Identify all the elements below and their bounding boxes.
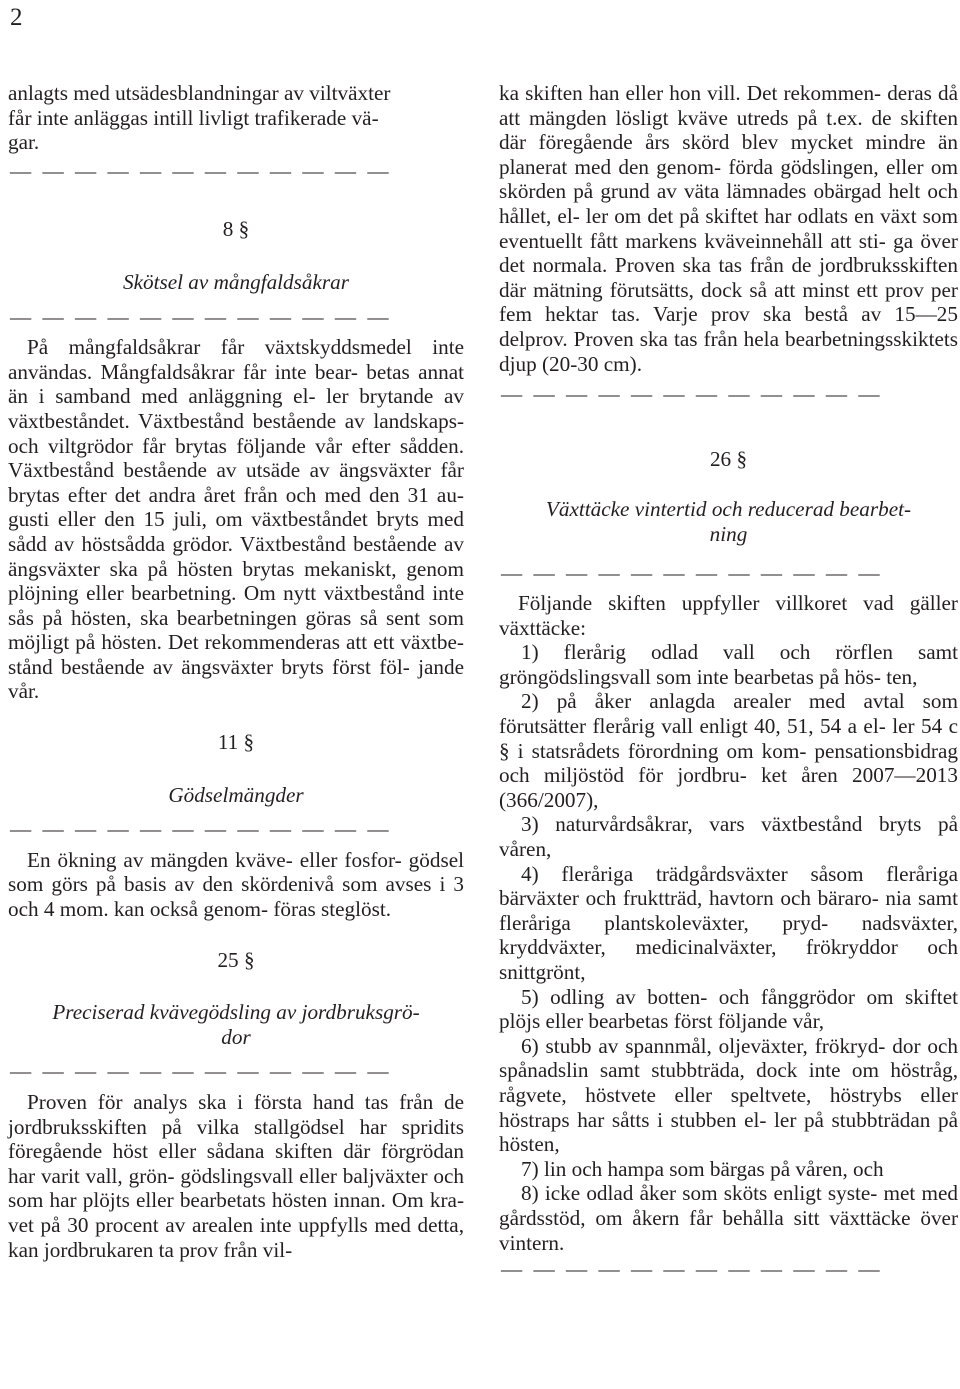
- separator-line: — — — — — — — — — — — —: [10, 304, 392, 329]
- section-25-number: 25 §: [217, 947, 255, 972]
- intro-line-1: anlagts med utsädesblandningar av viltväxter: [8, 81, 391, 105]
- section-26-intro: Följande skiften uppfyller villkoret vad gäller växttäcke:: [499, 591, 958, 640]
- list-item-3: 3) naturvårdsåkrar, vars växtbestånd bryts på våren,: [499, 812, 958, 862]
- section-8-title: Skötsel av mångfaldsåkrar: [123, 269, 349, 294]
- separator-line: — — — — — — — — — — — —: [501, 560, 883, 585]
- list-item-6: 6) stubb av spannmål, oljeväxter, frökryd- dor och spånadslin samt stubbträda, dock inte om höstråg, rågvete, höstvete eller speltvete, höstrybs eller höstraps har såtts i stubben el- ler på stubbträdan på hösten,: [499, 1033, 958, 1157]
- section-26-title-line-1: Växttäcke vintertid och reducerad bearbet-: [545, 497, 912, 522]
- separator-line: — — — — — — — — — — — —: [10, 817, 392, 842]
- section-26-heading: [499, 447, 958, 547]
- section-11-paragraph: En ökning av mängden kväve- eller fosfor- gödsel som görs på basis av den skördenivå som avses i 3 och 4 mom. kan också genom- föras steglöst.: [8, 847, 464, 922]
- list-item-5: 5) odling av botten- och fånggrödor om skiftet plöjs eller bearbetas först följande vår,: [499, 984, 958, 1034]
- separator-line: — — — — — — — — — — — —: [501, 1257, 883, 1282]
- section-25-title-line-1: Preciserad kvävegödsling av jordbruksgrö-: [52, 1000, 420, 1025]
- list-item-1: 1) flerårig odlad vall och rörflen samt gröngödslingsvall som inte bearbetas på hös- ten,: [499, 640, 958, 689]
- list-item-8: 8) icke odlad åker som sköts enligt syste- met med gårdsstöd, om åkern får behålla sitt växttäcke över vintern.: [499, 1181, 958, 1255]
- section-11-title: Gödselmängder: [168, 782, 304, 807]
- continuation-paragraph: ka skiften han eller hon vill. Det rekommen- deras då att mängden lösligt kväve utreds på t.ex. de skiften där föregående års skörd blev mycket mindre än planerat med den genom- förda gödslingen, eller om skörden på grund av väta lämnades obärgad helt och hållet, el- ler om det på skiftet har odlats en växt som eventuellt fått markens kväveinnehåll att sti- ga över det normala. Proven ska tas från de jordbruksskiften där mätning förutsätts, dock så att minst ett prov per fem hektar tas. Varje prov ska bestå av 15—25 delprov. Proven ska tas från hela bearbetningsskiktets djup (20-30 cm).: [499, 81, 958, 376]
- list-item-2: 2) på åker anlagda arealer med avtal som förutsätter flerårig vall enligt 40, 51, 54 a el- ler 54 c § i statsrådets förordning om kom- pensationsbidrag och miljöstöd för jordbru- ket åren 2007—2013 (366/2007),: [499, 689, 958, 812]
- separator-line: — — — — — — — — — — — —: [10, 1059, 392, 1084]
- separator-line: — — — — — — — — — — — —: [501, 382, 883, 407]
- left-column: [8, 81, 464, 1262]
- intro-line-2: får inte anläggas intill livligt trafikerade vä-: [8, 105, 379, 130]
- separator-line: — — — — — — — — — — — —: [10, 158, 392, 183]
- list-item-4: 4) fleråriga trädgårdsväxter såsom fleråriga bärväxter och fruktträd, havtorn och bäraro- nia samt fleråriga plantskoleväxter, pryd- nadsväxter, kryddväxter, medicinalväxter, frökryddor och snittgrönt,: [499, 861, 958, 984]
- section-25-heading: [8, 948, 464, 1050]
- section-8-number: 8 §: [222, 217, 250, 242]
- intro-line-3: gar.: [8, 130, 40, 155]
- section-8-heading: [8, 217, 464, 294]
- section-11-number: 11 §: [217, 730, 255, 755]
- section-8-paragraph: På mångfaldsåkrar får växtskyddsmedel inte användas. Mångfaldsåkrar får inte bear- betas annat än i samband med anläggning el- ler brytande av växtbeståndet. Växtbestånd bestående av landskaps- och viltgrödor får brytas följande vår efter sådden. Växtbestånd bestående av utsäde av ängsväxter får brytas efter det andra året från och med den 31 au- gusti eller den 15 juli, om växtbeståndet bryts med sådd av höstsådda grödor. Växtbestånd bestående av ängsväxter ska på hösten brytas mekaniskt, genom plöjning eller bearbetning. Om nytt växtbestånd inte sås på hösten, ska bearbetningen göras så sent som möjligt på hösten. Det rekommenderas att ett växtbe- stånd bestående av ängsväxter bryts först föl- jande vår.: [8, 335, 464, 704]
- section-25-paragraph: Proven för analys ska i första hand tas från de jordbruksskiften på vilka stallgödsel har spridits föregående höst eller sådana skiften där förgrödan har varit vall, grön- gödslingsvall eller baljväxter och som har plöjts eller bearbetats hösten innan. Om kra- vet på 30 procent av arealen inte uppfylls med detta, kan jordbrukaren ta prov från vil-: [8, 1090, 464, 1262]
- section-26-title-line-2: ning: [709, 521, 748, 546]
- section-26-number: 26 §: [709, 446, 748, 471]
- page-number: 2: [10, 4, 23, 31]
- list-item-7: 7) lin och hampa som bärgas på våren, och: [521, 1156, 884, 1181]
- section-11-heading: [8, 730, 464, 807]
- right-column: [499, 81, 958, 1282]
- section-25-title-line-2: dor: [221, 1024, 251, 1049]
